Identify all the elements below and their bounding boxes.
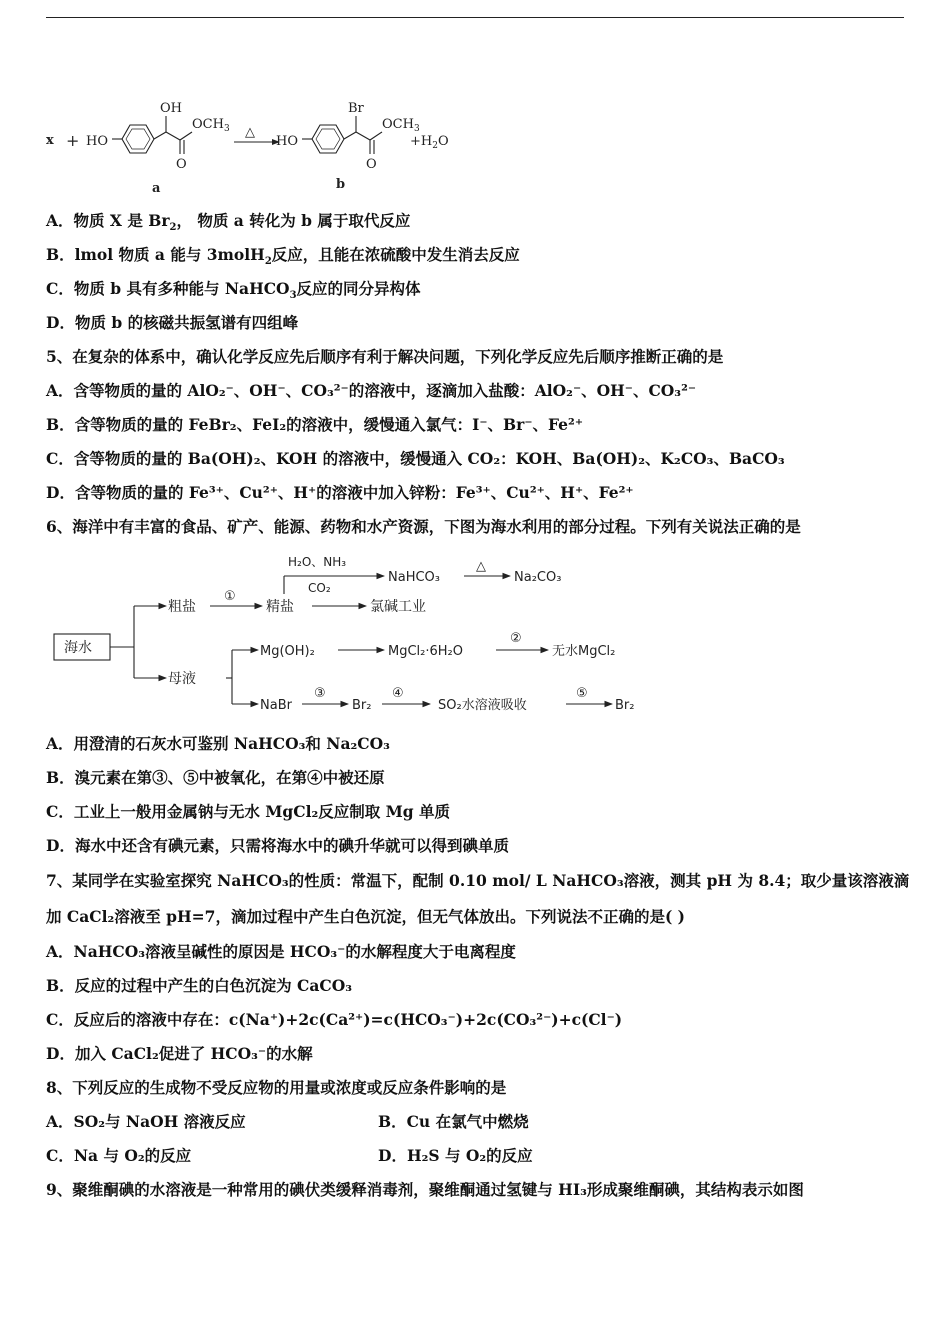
q4-option-b: B．lmol 物质 a 能与 3molH$_2$反应，且能在浓硫酸中发生消去反应 — [46, 245, 520, 268]
nabr-label: NaBr — [260, 698, 292, 713]
step1-label: ① — [224, 589, 236, 604]
q6-option-c: C．工业上一般用金属钠与无水 MgCl₂反应制取 Mg 单质 — [46, 802, 451, 821]
ho-group-a: HO — [86, 134, 108, 149]
carbonyl-o-b: O — [366, 157, 377, 172]
heat-symbol-diagram: △ — [476, 559, 486, 574]
svg-text:OCH3: $OCH_3$ — [192, 117, 230, 134]
water-product: +H — [410, 134, 433, 149]
q5-option-b: B．含等物质的量的 FeBr₂、FeI₂的溶液中，缓慢通入氯气：I⁻、Br⁻、Fe²⁺ — [46, 415, 583, 434]
co2-label: CO₂ — [308, 581, 331, 595]
so2-absorption-label: SO₂水溶液吸收 — [438, 698, 527, 713]
ho-group-b: HO — [276, 134, 298, 149]
q9-stem: 9、聚维酮碘的水溶液是一种常用的碘伏类缓释消毒剂，聚维酮通过氢键与 HI₃形成聚维酮碘，其结构表示如图 — [46, 1180, 804, 1199]
chlor-alkali-label: 氯碱工业 — [370, 599, 426, 615]
q6-stem: 6、海洋中有丰富的食品、矿产、能源、药物和水产资源，下图为海水利用的部分过程。下列有关说法正确的是 — [46, 517, 801, 536]
q5-option-c: C．含等物质的量的 Ba(OH)₂、KOH 的溶液中，缓慢通入 CO₂：KOH、Ba(OH)₂、K₂CO₃、BaCO₃ — [46, 449, 785, 468]
och3-group-a: OCH — [192, 117, 224, 132]
label-b: b — [336, 177, 346, 192]
seawater-label: 海水 — [64, 640, 92, 656]
q7-option-d: D．加入 CaCl₂促进了 HCO₃⁻的水解 — [46, 1044, 313, 1063]
carbonyl-o-a: O — [176, 157, 187, 172]
refined-salt-label: 精盐 — [266, 599, 294, 615]
step4-label: ④ — [392, 686, 404, 701]
q6-option-a: A．用澄清的石灰水可鉴别 NaHCO₃和 Na₂CO₃ — [46, 734, 390, 753]
q5-stem: 5、在复杂的体系中，确认化学反应先后顺序有利于解决问题，下列化学反应先后顺序推断正确的是 — [46, 347, 724, 366]
top-rule — [46, 17, 904, 18]
q8-option-c: C．Na 与 O₂的反应 — [46, 1146, 192, 1165]
step3-label: ③ — [314, 686, 326, 701]
q8-option-d: D．H₂S 与 O₂的反应 — [378, 1146, 533, 1165]
q5-option-d: D．含等物质的量的 Fe³⁺、Cu²⁺、H⁺的溶液中加入锌粉：Fe³⁺、Cu²⁺、H⁺、Fe²⁺ — [46, 483, 634, 502]
br2-intermediate-label: Br₂ — [352, 698, 372, 713]
q5-option-a: A．含等物质的量的 AlO₂⁻、OH⁻、CO₃²⁻的溶液中，逐滴加入盐酸：AlO₂⁻、OH⁻、CO₃²⁻ — [46, 381, 697, 400]
anhydrous-mgcl2-label: 无水MgCl₂ — [552, 644, 616, 659]
na2co3-label: Na₂CO₃ — [514, 570, 562, 585]
q7-stem-line2: 加 CaCl₂溶液至 pH=7，滴加过程中产生白色沉淀，但无气体放出。下列说法不正确的是( ) — [46, 907, 686, 926]
q6-option-b: B．溴元素在第③、⑤中被氧化，在第④中被还原 — [46, 768, 385, 787]
q8-option-b: B．Cu 在氯气中燃烧 — [378, 1112, 529, 1131]
br-group-b: Br — [348, 101, 364, 116]
q4-option-a: A．物质 X 是 $Br_2$， 物质 a 转化为 b 属于取代反应 — [46, 211, 411, 234]
seawater-flow-diagram — [48, 548, 648, 720]
reagent-x: x — [46, 133, 54, 148]
q7-option-c: C．反应后的溶液中存在：c(Na⁺)+2c(Ca²⁺)=c(HCO₃⁻)+2c(CO₃²⁻)+c(Cl⁻) — [46, 1010, 623, 1029]
mother-liquor-label: 母液 — [168, 671, 196, 687]
q8-option-a: A．SO₂与 NaOH 溶液反应 — [46, 1112, 246, 1131]
q7-option-a: A．NaHCO₃溶液呈碱性的原因是 HCO₃⁻的水解程度大于电离程度 — [46, 942, 516, 961]
q7-stem-line1: 7、某同学在实验室探究 NaHCO₃的性质：常温下，配制 0.10 mol/ L NaHCO₃溶液，测其 pH 为 8.4；取少量该溶液滴 — [46, 871, 910, 890]
mgoh2-label: Mg(OH)₂ — [260, 644, 315, 659]
oh-group-a: OH — [160, 101, 182, 116]
reaction-scheme — [40, 92, 470, 202]
q8-stem: 8、下列反应的生成物不受反应物的用量或浓度或反应条件影响的是 — [46, 1078, 507, 1097]
plus-sign: + — [66, 131, 80, 150]
mgcl2-hydrate-label: MgCl₂·6H₂O — [388, 644, 463, 659]
step5-label: ⑤ — [576, 686, 588, 701]
q4-option-c: C．物质 b 具有多种能与 NaHCO$_3$反应的同分异构体 — [46, 279, 421, 302]
step2-label: ② — [510, 631, 522, 646]
br2-final-label: Br₂ — [615, 698, 635, 713]
crude-salt-label: 粗盐 — [168, 599, 196, 615]
heat-symbol: △ — [245, 125, 255, 140]
h2o-nh3-label: H₂O、NH₃ — [288, 555, 347, 569]
svg-text:OCH3: $OCH_3$ — [382, 117, 420, 134]
q6-option-d: D．海水中还含有碘元素，只需将海水中的碘升华就可以得到碘单质 — [46, 836, 509, 855]
och3-group-b: OCH — [382, 117, 414, 132]
q4-option-d: D．物质 b 的核磁共振氢谱有四组峰 — [46, 313, 299, 332]
label-a: a — [152, 181, 161, 196]
svg-text:+H2O: $+H_2O$ — [410, 134, 449, 151]
q7-option-b: B．反应的过程中产生的白色沉淀为 CaCO₃ — [46, 976, 353, 995]
nahco3-label: NaHCO₃ — [388, 570, 440, 585]
